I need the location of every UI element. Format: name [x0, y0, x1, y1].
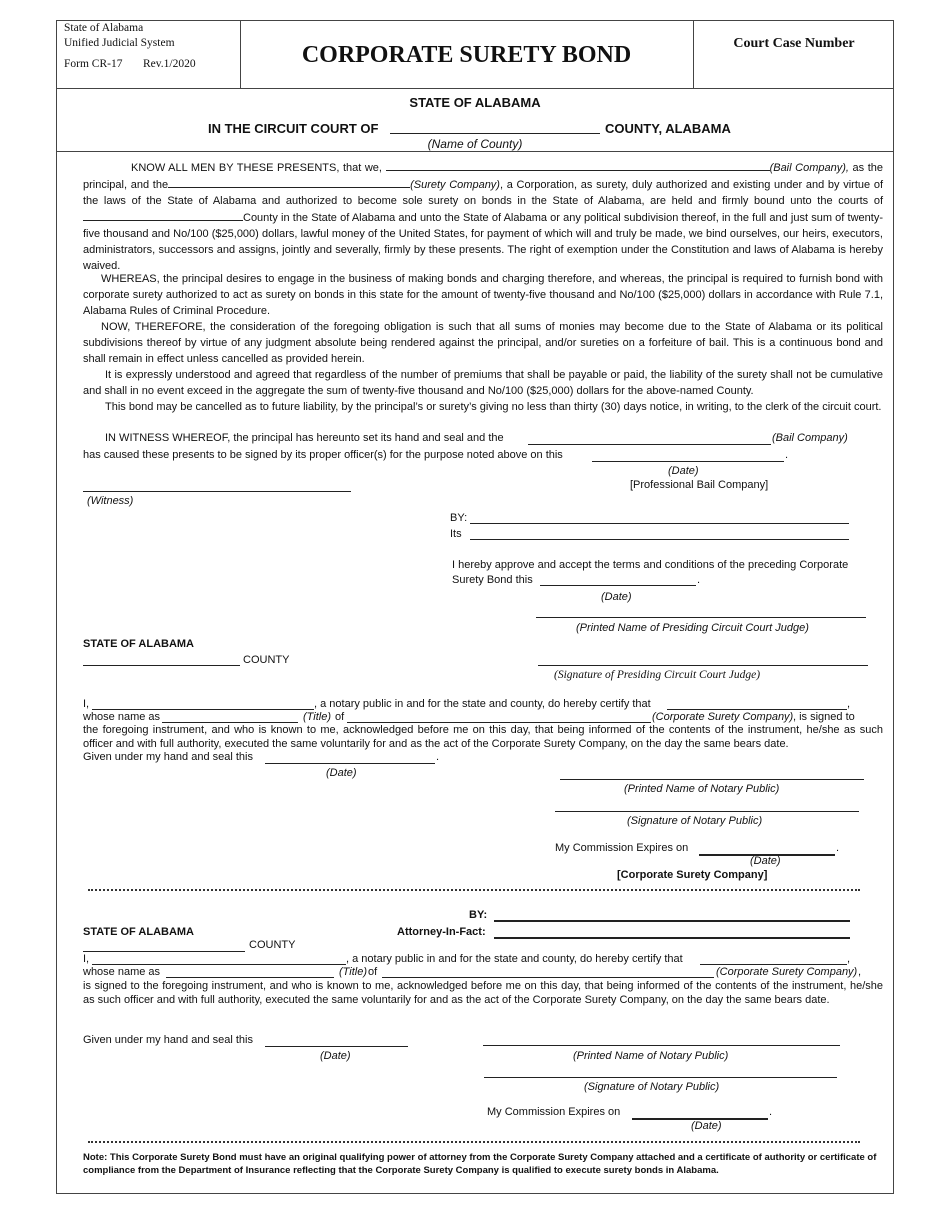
witness-presents-text: has caused these presents to be signed by its proper officer(s) for the purpose noted above on this [83, 449, 563, 461]
notary1-given: Given under my hand and seal this [83, 751, 253, 763]
notary2-i: I, [83, 953, 90, 965]
notary2-name-field[interactable] [92, 964, 346, 965]
paragraph-know-all-men [83, 159, 883, 274]
notary2-signature-field[interactable] [484, 1077, 837, 1078]
notary2-body [83, 980, 883, 1007]
judge-printed-name-field[interactable] [536, 617, 866, 618]
paragraph-now-therefore [83, 319, 883, 367]
paragraph-expressly [83, 367, 883, 399]
notary1-corp-caption: (Corporate Surety Company) [652, 711, 794, 723]
notary2-by-label: BY: [469, 909, 488, 921]
circuit-suffix: COUNTY, ALABAMA [605, 121, 731, 136]
form-revision: Rev.1/2020 [143, 58, 196, 70]
notary2-state: STATE OF ALABAMA [83, 926, 195, 938]
notary2-certified-person-field[interactable] [700, 964, 847, 965]
witness-signature-field[interactable] [83, 491, 351, 492]
notary2-commission-date: (Date) [691, 1120, 722, 1132]
state-line: State of Alabama [64, 22, 144, 34]
notary2-county-field[interactable] [83, 951, 245, 952]
p3-text: NOW, THEREFORE, the consideration of the foregoing obligation is such that all sums of monies may become due to the State of Alabama or its political subdivisions thereof by virtue of any judgment absolute being rendered against the principal, and/or sureties on a forfeiture of bail. This is a continuous bond and shall remain in effect unless cancelled as provided herein. [83, 321, 883, 365]
approval-date-field[interactable] [540, 585, 696, 586]
witness-whereof-text: IN WITNESS WHEREOF, the principal has hereunto set its hand and seal and the [105, 432, 504, 444]
footer-note: Note: This Corporate Surety Bond must have an original qualifying power of attorney from the Corporate Surety Company attached and a certificate of authority or certificate of compliance from the Department of Insurance reflecting that the Corporate Surety Company is qualified to execute surety bonds in Alabama. [83, 1152, 877, 1176]
notary1-printed-field[interactable] [560, 779, 864, 780]
p1-text-d: County in the State of Alabama and unto the State of Alabama or any political subdivision thereof, in the full and just sum of twenty-five thousand and No/100 ($25,000) dollars, lawful money of the United States, for payment of which will and truly be made, we bind ourselves, our heirs, executors, administrators, successors and assigns, jointly and severally, firmly by these presents. The right of exemption under the Constitution and laws of Alabama is hereby waived. [83, 212, 883, 272]
notary2-printed-field[interactable] [483, 1045, 840, 1046]
notary1-title-caption: (Title) [303, 711, 332, 723]
notary1-i: I, [83, 698, 90, 710]
notary2-date-caption: (Date) [320, 1050, 351, 1062]
notary2-given-date-field[interactable] [265, 1046, 408, 1047]
p5-text: This bond may be cancelled as to future liability, by the principal’s or surety’s giving no less than thirty (30) days notice, in writing, to the clerk of the circuit court. [105, 401, 882, 413]
notary1-whose: whose name as [83, 711, 161, 723]
form-title: CORPORATE SURETY BOND [301, 42, 632, 68]
notary1-printed-caption: (Printed Name of Notary Public) [624, 783, 780, 795]
witness-date-caption: (Date) [668, 465, 699, 477]
judge-printed-caption: (Printed Name of Presiding Circuit Court Judge) [576, 622, 809, 634]
notary1-certify-text: , a notary public in and for the state and county, do hereby certify that [314, 698, 651, 710]
header-bottom-rule [56, 88, 894, 89]
notary2-county-label: COUNTY [249, 939, 296, 951]
approve-text-1: I hereby approve and accept the terms and conditions of the preceding Corporate [452, 559, 849, 571]
its-label: Its [450, 528, 462, 540]
notary1-date-caption: (Date) [326, 767, 357, 779]
notary2-corp-caption: (Corporate Surety Company) [716, 966, 858, 978]
witness-caption: (Witness) [87, 495, 134, 507]
header-right-cell [693, 20, 694, 88]
notary2-corp-field[interactable] [382, 977, 714, 978]
surety-company-caption: (Surety Company) [410, 179, 500, 191]
notary1-name-field[interactable] [92, 709, 314, 710]
approval-date-caption: (Date) [601, 591, 632, 603]
bail-company-field[interactable] [386, 159, 770, 171]
notary1-of: of [335, 711, 345, 723]
by-signature-field[interactable] [470, 523, 849, 524]
surety-company-field[interactable] [168, 176, 410, 188]
notary2-given: Given under my hand and seal this [83, 1034, 253, 1046]
court-bottom-rule [56, 151, 894, 152]
notary1-commission-date: (Date) [750, 855, 781, 867]
notary2-certify-text: , a notary public in and for the state and county, do hereby certify that [346, 953, 683, 965]
corporate-surety-label: [Corporate Surety Company] [617, 869, 768, 881]
notary1-state: STATE OF ALABAMA [83, 638, 195, 650]
its-title-field[interactable] [470, 539, 849, 540]
notary2-signature-caption: (Signature of Notary Public) [584, 1081, 720, 1093]
notary1-given-date-field[interactable] [265, 763, 435, 764]
notary2-commission-label: My Commission Expires on [487, 1106, 621, 1118]
notary2-body-text: is signed to the foregoing instrument, and who is known to me, acknowledged before me on this day, that being informed of the contents of the instrument, he/she as such officer and with full authority, executed the same voluntarily for and as the act of the Corporate Surety Company, on the day the same bears date. [83, 980, 883, 1006]
section-divider-1 [88, 889, 860, 891]
p1-text-a: KNOW ALL MEN BY THESE PRESENTS, that we, [131, 162, 382, 174]
notary1-signature-caption: (Signature of Notary Public) [627, 815, 763, 827]
notary2-whose: whose name as [83, 966, 161, 978]
courts-county-field[interactable] [83, 209, 243, 221]
county-name-field[interactable] [390, 133, 600, 134]
notary2-title-caption: (Title) [339, 966, 368, 978]
court-state: STATE OF ALABAMA [409, 95, 541, 110]
p2-text: WHEREAS, the principal desires to engage in the business of making bonds and charging therefore, and whereas, the principal is required to furnish bond with corporate surety authorized to act as surety on bonds in this state for the amount of twenty-five thousand and No/100 ($25,000) dollars in accordance with Rule 7.1, Alabama Rules of Criminal Procedure. [83, 273, 883, 317]
notary2-of: of [368, 966, 378, 978]
bail-company-caption: (Bail Company), [769, 162, 849, 174]
witness-bail-company-field[interactable] [528, 444, 771, 445]
judge-signature-caption: (Signature of Presiding Circuit Court Judge) [554, 669, 761, 681]
notary1-title-field[interactable] [162, 722, 298, 723]
notary1-signed-to: , is signed to [793, 711, 855, 723]
p1-text-b: as the principal, and the [83, 162, 883, 191]
attorney-in-fact-field[interactable] [494, 937, 850, 939]
form-number: Form CR-17 [64, 58, 123, 70]
notary1-body-text: the foregoing instrument, and who is known to me, acknowledged before me on this day, that being informed of the contents of the instrument, he/she as such officer and with full authority, executed the same voluntarily for and as the act of the Corporate Surety Company, on the day the same bears date. [83, 724, 883, 750]
by-label: BY: [450, 512, 468, 524]
judge-signature-field[interactable] [538, 665, 868, 666]
notary1-certified-person-field[interactable] [667, 709, 847, 710]
notary2-printed-caption: (Printed Name of Notary Public) [573, 1050, 729, 1062]
paragraph-whereas [83, 271, 883, 319]
professional-bail-label: [Professional Bail Company] [630, 479, 769, 491]
p1-text-c: , a Corporation, as surety, duly authorized and existing under and by virtue of the laws of the State of Alabama and authorized to become sole surety on bonds in the State of Alabama, are held and firmly bound unto the courts of [83, 179, 883, 207]
notary2-by-field[interactable] [494, 920, 850, 922]
witness-date-field[interactable] [592, 461, 784, 462]
county-caption: (Name of County) [427, 137, 523, 151]
notary1-county-field[interactable] [83, 665, 240, 666]
witness-bail-caption: (Bail Company) [772, 432, 848, 444]
notary1-signature-field[interactable] [555, 811, 859, 812]
notary1-body [83, 724, 883, 751]
approve-text-2: Surety Bond this [452, 574, 533, 586]
court-case-number-label: Court Case Number [733, 36, 855, 51]
notary1-county-label: COUNTY [243, 654, 290, 666]
circuit-prefix: IN THE CIRCUIT COURT OF [208, 121, 379, 136]
notary1-corp-field[interactable] [347, 722, 651, 723]
notary1-commission-label: My Commission Expires on [555, 842, 689, 854]
paragraph-cancelled [83, 399, 883, 415]
system-line: Unified Judicial System [64, 37, 175, 49]
notary2-title-field[interactable] [166, 977, 334, 978]
attorney-in-fact-label: Attorney-In-Fact: [397, 926, 486, 938]
p4-text: It is expressly understood and agreed that regardless of the number of premiums that shall be payable or paid, the liability of the surety shall not be cumulative and shall in no event exceed in the aggregate the sum of twenty-five thousand and No/100 ($25,000) dollars for the above-named County. [83, 369, 883, 397]
section-divider-2 [88, 1141, 860, 1143]
